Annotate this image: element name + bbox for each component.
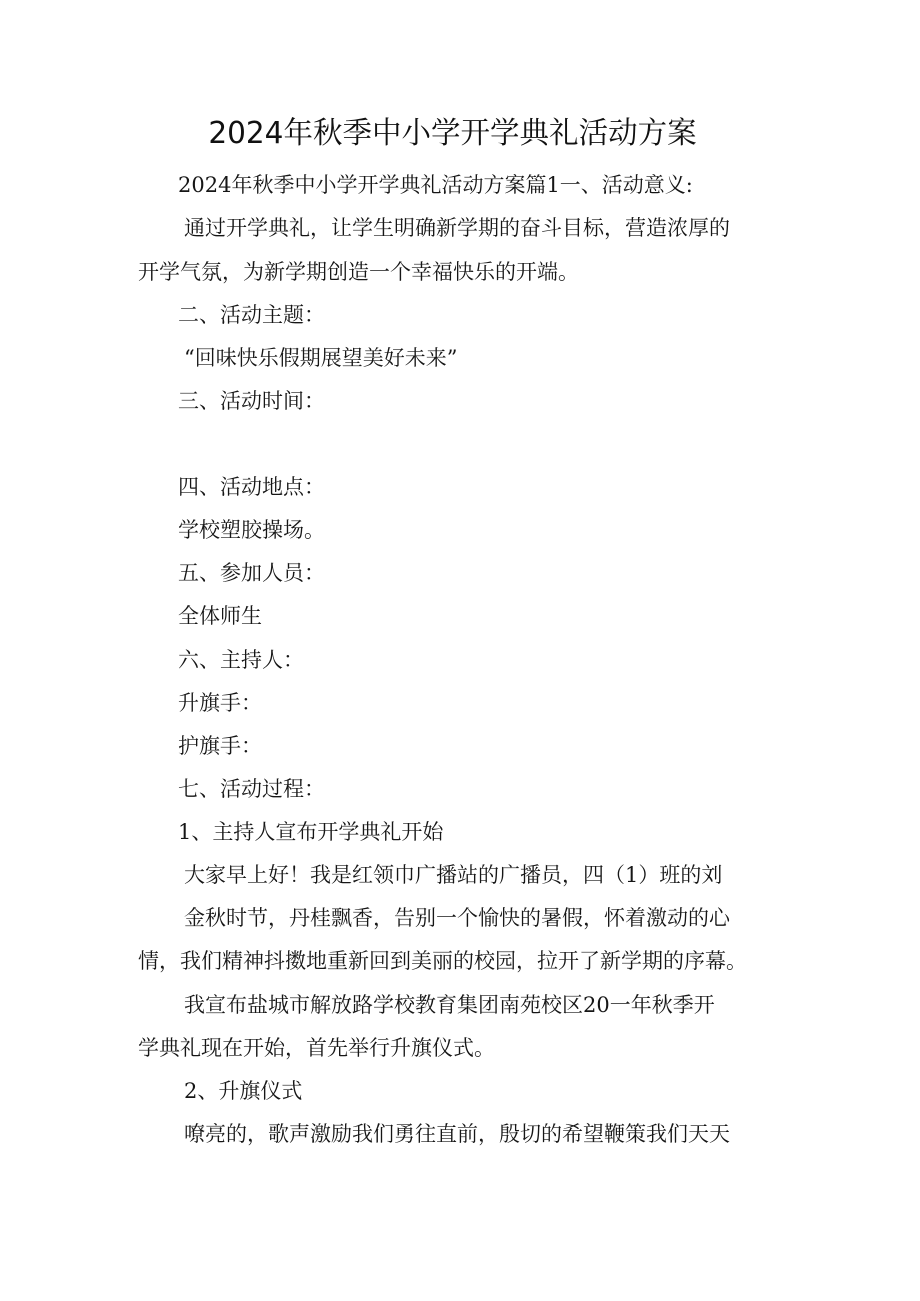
text-line: 学典礼现在开始，首先举行升旗仪式。 bbox=[138, 1036, 495, 1060]
text-line: 开学气氛，为新学期创造一个幸福快乐的开端。 bbox=[138, 260, 579, 284]
text-line: 情，我们精神抖擞地重新回到美丽的校园，拉开了新学期的序幕。 bbox=[138, 949, 747, 973]
text-line: 三、活动时间： bbox=[178, 389, 325, 413]
text-line: 金秋时节，丹桂飘香，告别一个愉快的暑假，怀着激动的心 bbox=[184, 906, 730, 930]
text-line: 嘹亮的，歌声激励我们勇往直前，殷切的希望鞭策我们天天 bbox=[184, 1122, 730, 1146]
text-line: 五、参加人员： bbox=[178, 561, 325, 585]
text-line: 七、活动过程： bbox=[178, 777, 325, 801]
text-line: 升旗手： bbox=[178, 691, 262, 715]
text-line: 二、活动主题： bbox=[178, 303, 325, 327]
text-line: 六、主持人： bbox=[178, 648, 304, 672]
document-title: 2024年秋季中小学开学典礼活动方案 bbox=[208, 116, 697, 151]
text-line: 2、升旗仪式 bbox=[184, 1079, 303, 1103]
text-line: 1、主持人宣布开学典礼开始 bbox=[178, 820, 444, 844]
text-line: 我宣布盐城市解放路学校教育集团南苑校区20一年秋季开 bbox=[184, 993, 715, 1017]
text-line: 通过开学典礼，让学生明确新学期的奋斗目标，营造浓厚的 bbox=[184, 216, 730, 240]
text-line: 学校塑胶操场。 bbox=[178, 518, 325, 542]
text-line: “回味快乐假期展望美好未来” bbox=[184, 346, 458, 370]
text-line: 大家早上好！我是红领巾广播站的广播员，四（1）班的刘 bbox=[184, 863, 723, 887]
text-line: 全体师生 bbox=[178, 604, 262, 628]
text-line: 护旗手： bbox=[178, 734, 262, 758]
text-line: 四、活动地点： bbox=[178, 475, 325, 499]
text-line: 2024年秋季中小学开学典礼活动方案篇1一、活动意义: bbox=[178, 173, 693, 197]
